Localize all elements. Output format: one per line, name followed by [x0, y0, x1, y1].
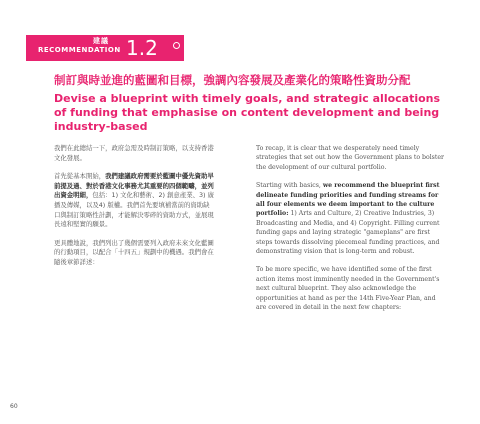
recommendation-label-en: RECOMMENDATION — [38, 46, 121, 54]
paragraph-zh-2-emphasis: 我們建議政府需要於藍圖中優先資助早前提及過、對於香港文化事務尤其重要的四個範疇，並列出資金明細， — [54, 172, 214, 200]
paragraph-en-2-rest: 1) Arts and Culture, 2) Creative Industries, 3) Broadcasting and Media, and 4) Copyright. Filling current funding gaps and laying strategic "gameplans" are first steps towards dissolving piecemeal funding practices, and demonstrating vision that is long-term and robust. — [256, 210, 440, 256]
paragraph-zh-3: 更具體地說，我們列出了幾個需要列入政府未來文化藍圖的行動項目，以配合「十四五」規劃中的機遇。我們會在隨後章節詳述： — [54, 238, 214, 266]
paragraph-zh-1: 我們在此總結一下，政府急需及時制訂策略，以支持香港文化發展。 — [54, 144, 214, 162]
section-title-en: Devise a blueprint with timely goals, and strategic allocations of funding that emphasise on content development and being industry-based — [54, 92, 441, 133]
paragraph-en-3: To be more specific, we have identified some of the first action items most imminently needed in the Government's next cultural blueprint. They also acknowledge the opportunities at hand as per the 14th Five-Year Plan, and are covered in detail in the next few chapters: — [256, 266, 440, 312]
recommendation-label-zh: 建議 — [93, 37, 109, 45]
page-number: 60 — [10, 403, 18, 410]
paragraph-zh-2-rest: 包括：1) 文化和藝術、2) 創意產業、3) 廣播及傳媒，以及4) 版權。我們首先要填補當前的資助缺口與制訂策略性計劃，才能解決零碎的資助方式，並展現長遠和堅實的願景。 — [54, 191, 214, 229]
recommendation-badge — [26, 35, 184, 61]
body-column-en — [256, 144, 446, 322]
paragraph-en-1: To recap, it is clear that we desperately need timely strategies that set out how the Government plans to bolster the development of our cultural portfolio. — [256, 145, 444, 171]
paragraph-en-2-lead: Starting with basics, — [256, 182, 323, 190]
body-column-zh — [54, 144, 214, 277]
circle-mark-icon — [173, 42, 180, 49]
section-title-zh: 制訂與時並進的藍圖和目標，強調內容發展及產業化的策略性資助分配 — [54, 73, 411, 87]
paragraph-zh-2-lead: 首先從基本開始， — [54, 172, 106, 181]
recommendation-number: 1.2 — [126, 36, 158, 60]
paragraph-zh-2 — [54, 172, 214, 230]
paragraph-en-2-emphasis: we recommend the blueprint first delineate funding priorities and funding streams for all four elements we deem important to the culture portfolio: — [256, 182, 440, 218]
paragraph-en-2 — [256, 181, 446, 256]
